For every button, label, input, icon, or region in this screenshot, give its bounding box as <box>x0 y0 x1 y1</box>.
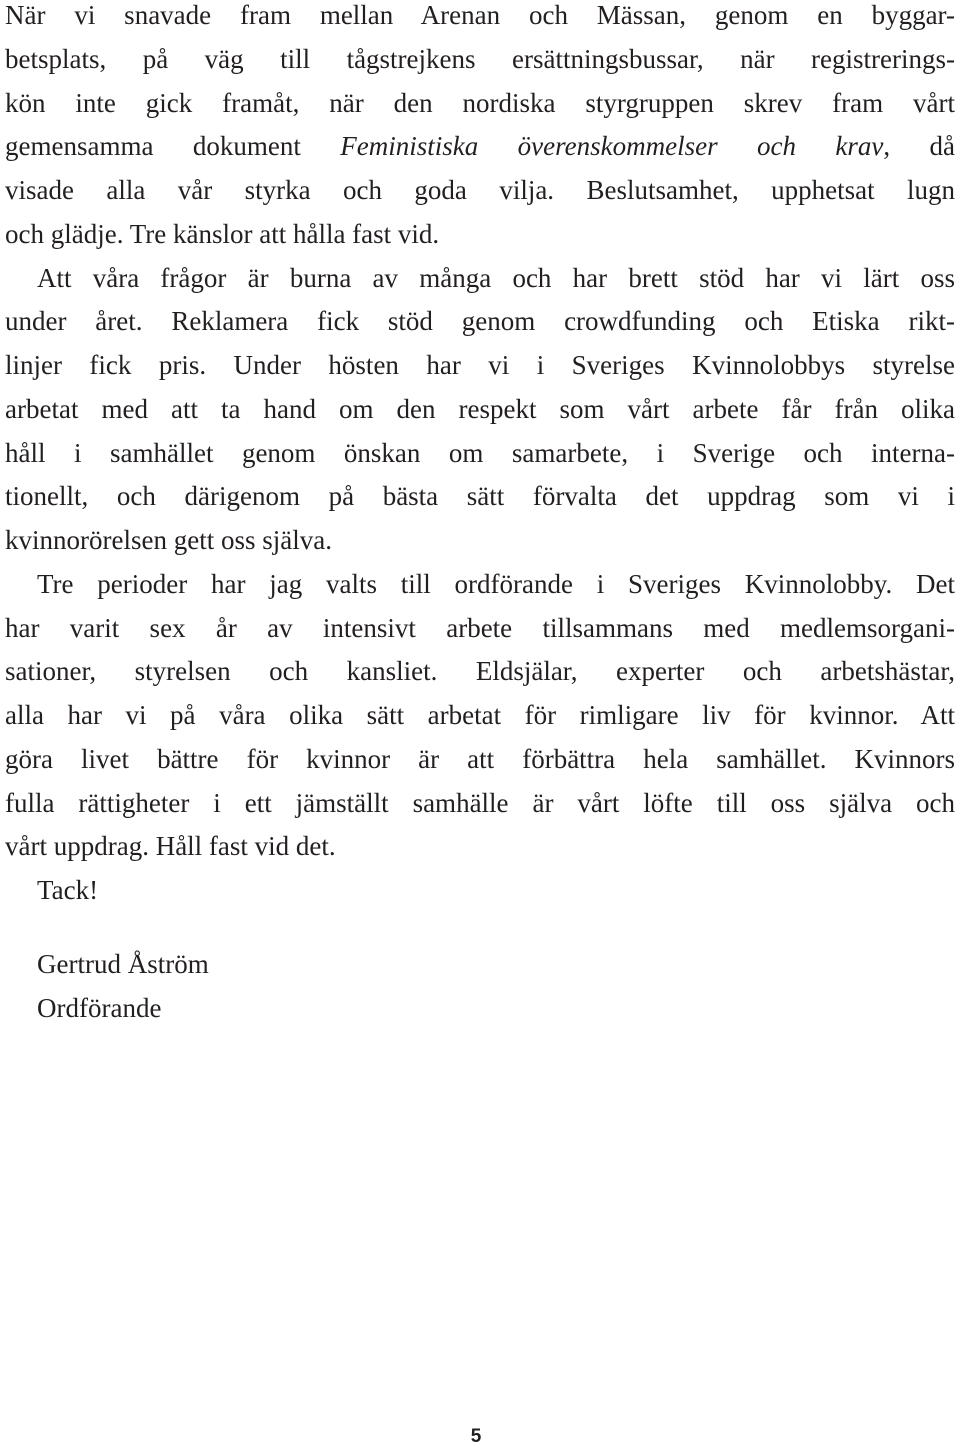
page-number: 5 <box>470 1426 482 1447</box>
text-line: Att våra frågor är burna av många och har brett stöd har vi lärt oss <box>37 262 955 293</box>
text-line: göra livet bättre för kvinnor är att förbättra hela samhället. Kvinnors <box>5 743 955 774</box>
signature-block <box>37 942 209 1030</box>
text-line: linjer fick pris. Under hösten har vi i Sveriges Kvinnolobbys styrelse <box>5 350 955 380</box>
text-line: fulla rättigheter i ett jämställt samhälle är vårt löfte till oss själva och <box>5 787 955 818</box>
document-title-italic: Feministiska överenskommelser och krav <box>340 131 884 162</box>
text-line: Tre perioder har jag valts till ordförande i Sveriges Kvinnolobby. Det <box>37 568 955 599</box>
text-line: När vi snavade fram mellan Arenan och Mässan, genom en byggar- <box>5 0 955 30</box>
body-text <box>5 0 955 913</box>
text-line: visade alla vår styrka och goda vilja. Beslutsamhet, upphetsat lugn <box>5 175 955 205</box>
text-line: tionellt, och därigenom på bästa sätt förvalta det uppdrag som vi i <box>5 481 955 512</box>
text-line: och glädje. Tre känslor att hålla fast vid. <box>5 218 440 249</box>
text-segment: gemensamma dokument <box>5 131 341 162</box>
text-line: kvinnorörelsen gett oss själva. <box>5 525 332 555</box>
signature-name: Gertrud Åström <box>37 949 209 979</box>
text-line: alla har vi på våra olika sätt arbetat för rimligare liv för kvinnor. Att <box>5 700 955 730</box>
text-line: Tack! <box>37 875 99 905</box>
text-line: håll i samhället genom önskan om samarbete, i Sverige och interna- <box>5 437 955 468</box>
text-segment: , då <box>883 131 956 162</box>
signature-title: Ordförande <box>37 993 162 1023</box>
text-line: arbetat med att ta hand om den respekt som vårt arbete får från olika <box>5 393 955 424</box>
text-line: kön inte gick framåt, när den nordiska styrgruppen skrev fram vårt <box>5 87 955 118</box>
text-line: under året. Reklamera fick stöd genom crowdfunding och Etiska rikt- <box>5 306 955 337</box>
text-line: har varit sex år av intensivt arbete tillsammans med medlemsorgani- <box>5 612 955 643</box>
text-line: vårt uppdrag. Håll fast vid det. <box>5 831 336 862</box>
text-line: sationer, styrelsen och kansliet. Eldsjälar, experter och arbetshästar, <box>5 656 955 687</box>
text-line <box>5 125 955 169</box>
text-line: betsplats, på väg till tågstrejkens ersättningsbussar, när registrerings- <box>5 43 955 74</box>
